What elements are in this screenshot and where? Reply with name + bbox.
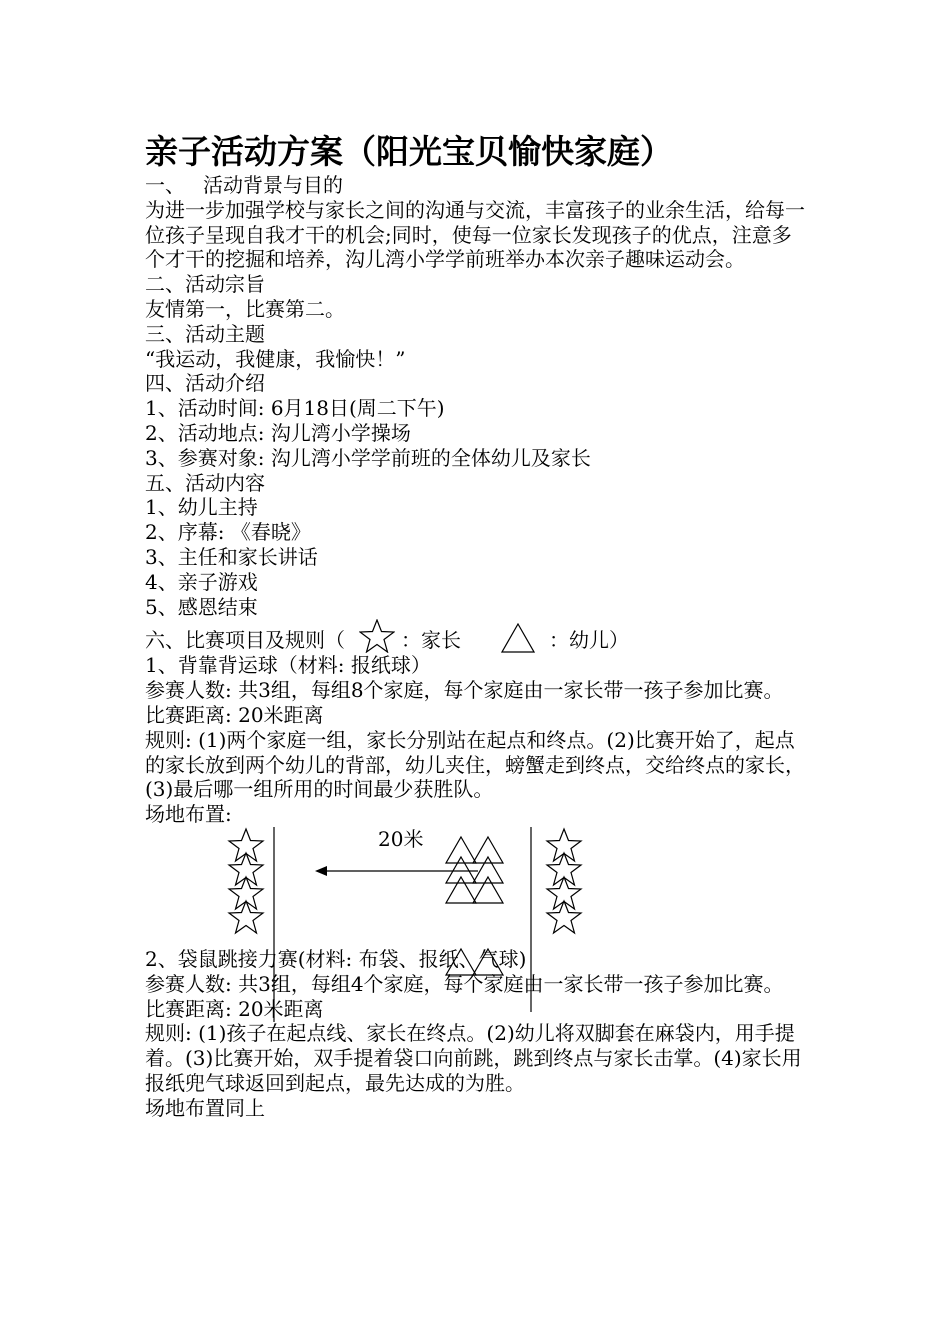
game-2-rules: 规则: (1)孩子在起点线、家长在终点。(2)幼儿将双脚套在麻袋内，用手提着。(3)比赛开始，双手提着袋口向前跳，跳到终点与家长击掌。(4)家长用报纸兜气球返回到起点，最先达成的为胜。 <box>145 1021 802 1095</box>
star-icon <box>229 829 263 861</box>
game-1-rules: 规则: (1)两个家庭一组，家长分别站在起点和终点。(2)比赛开始了，起点的家长放到两个幼儿的背部，幼儿夹住，螃蟹走到终点，交给终点的家长， (3)最后哪一组所用的时间最少获胜队。 <box>145 727 805 802</box>
star-icon <box>359 619 395 653</box>
field-layout-diagram <box>145 827 805 951</box>
game-1-title: 1、背靠背运球（材料: 报纸球） <box>145 653 431 678</box>
game-2-distance: 比赛距离: 20米距离 <box>145 996 324 1021</box>
game-1-field-layout: 场地布置: <box>145 802 232 827</box>
triangle-icon <box>473 857 503 883</box>
arrow-head-icon <box>315 866 327 876</box>
triangle-icon <box>473 877 503 903</box>
section-2-heading: 二、活动宗旨 <box>145 272 265 297</box>
section-2-text: 友情第一，比赛第二。 <box>145 296 345 321</box>
triangle-icon <box>473 949 503 975</box>
list-item: 1、幼儿主持 <box>145 495 258 520</box>
triangle-icon <box>446 949 476 975</box>
list-item: 1、活动时间: 6月18日(周二下午) <box>145 396 445 421</box>
star-icon <box>547 853 581 885</box>
section-1-text: 为进一步加强学校与家长之间的沟通与交流，丰富孩子的业余生活，给每一位孩子呈现自我才干的机会;同时，使每一位家长发现孩子的优点，注意多个才干的挖掘和培养，沟儿湾小学学前班举办本次亲子趣味运动会。 <box>145 197 805 272</box>
section-3-heading: 三、活动主题 <box>145 321 265 346</box>
star-icon <box>229 877 263 909</box>
list-item: 4、亲子游戏 <box>145 569 258 594</box>
section-3-text: “我运动，我健康，我愉快！” <box>145 346 406 371</box>
star-icon <box>229 901 263 933</box>
triangle-icon <box>446 877 476 903</box>
triangle-icon <box>446 857 476 883</box>
section-6-heading: 六、比赛项目及规则（ ：家长 ：幼儿） <box>145 619 805 653</box>
section-4-heading: 四、活动介绍 <box>145 371 265 396</box>
game-2-title: 2、袋鼠跳接力赛(材料: 布袋、报纸、气球) <box>145 946 527 971</box>
triangle-icon <box>446 837 476 863</box>
page-title: 亲子活动方案（阳光宝贝愉快家庭） <box>145 132 673 171</box>
game-2-participants: 参赛人数: 共3组，每组4个家庭，每个家庭由一家长带一孩子参加比赛。 <box>145 971 784 996</box>
distance-label: 20米 <box>378 826 424 851</box>
list-item: 3、参赛对象: 沟儿湾小学学前班的全体幼儿及家长 <box>145 445 591 470</box>
star-icon <box>229 853 263 885</box>
list-item: 5、感恩结束 <box>145 594 258 619</box>
field-diagram-graphic <box>145 827 805 1027</box>
game-1-distance: 比赛距离: 20米距离 <box>145 702 324 727</box>
game-2-field-layout: 场地布置同上 <box>145 1095 265 1120</box>
star-icon <box>547 829 581 861</box>
game-1-participants: 参赛人数: 共3组，每组8个家庭，每个家庭由一家长带一孩子参加比赛。 <box>145 678 784 703</box>
list-item: 3、主任和家长讲话 <box>145 544 318 569</box>
star-icon <box>547 877 581 909</box>
triangle-icon <box>473 837 503 863</box>
list-item: 2、活动地点: 沟儿湾小学操场 <box>145 420 411 445</box>
star-icon <box>547 901 581 933</box>
section-5-heading: 五、活动内容 <box>145 470 265 495</box>
document-body <box>145 173 805 1121</box>
list-item: 2、序幕: 《春晓》 <box>145 520 311 545</box>
triangle-icon <box>501 623 535 653</box>
section-1-heading: 一、 活动背景与目的 <box>145 173 343 197</box>
